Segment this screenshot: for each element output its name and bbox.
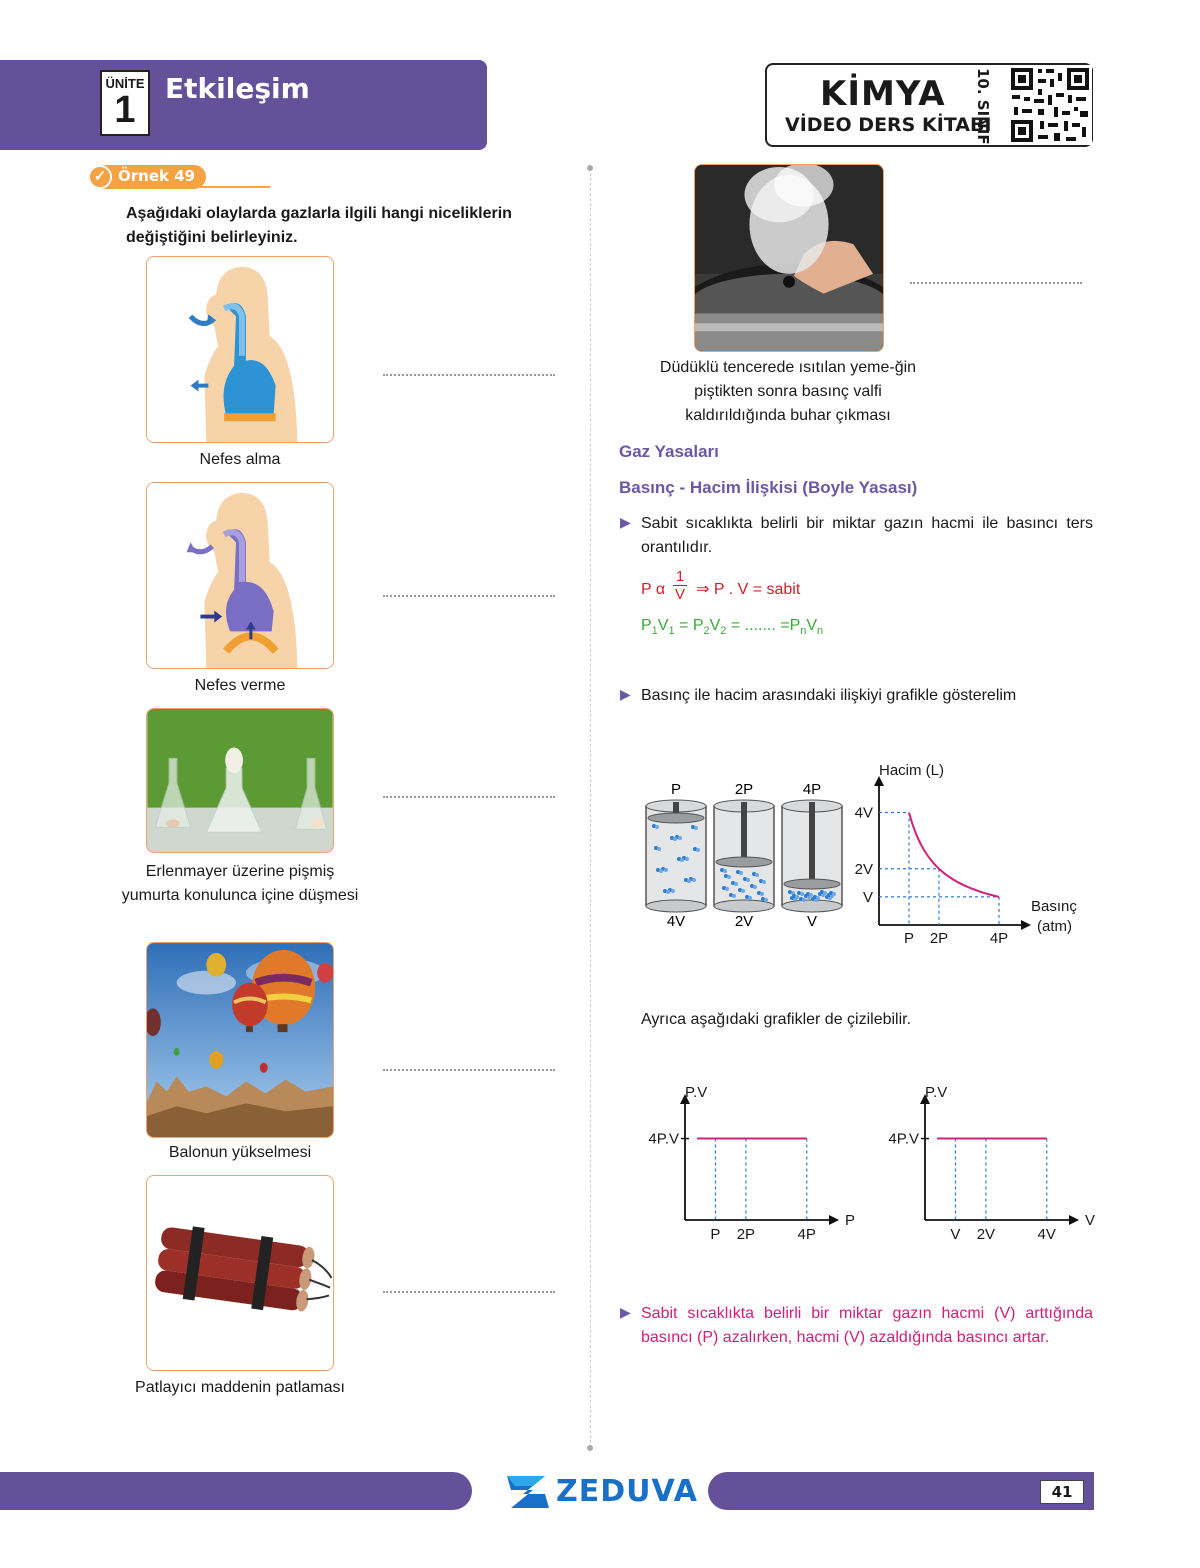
cylinder-volume-label: 2V [734, 913, 754, 930]
gas-molecule [762, 880, 766, 884]
example-label: Örnek 49 [118, 167, 196, 185]
brand-title: KİMYA [820, 74, 946, 114]
column-divider [590, 168, 591, 1448]
erlenmeyer-egg-image [146, 708, 334, 853]
x-axis-arrow-icon [1021, 920, 1031, 930]
x-axis-label: Basınç [1031, 898, 1077, 915]
cylinder-pressure-label: 2P [734, 781, 754, 798]
piston [784, 879, 840, 889]
gas-molecule [727, 875, 731, 879]
y-axis-label: P.V [925, 1084, 948, 1101]
gas-molecule [671, 889, 675, 893]
answer-blank-3[interactable] [383, 796, 555, 798]
divider-dot-bottom [587, 1445, 593, 1451]
cylinder-bottom [782, 900, 842, 912]
bullet-arrow-icon: ▶ [620, 514, 631, 530]
fraction-numerator: 1 [675, 568, 685, 585]
boyle-volume-pressure-chart [835, 755, 1090, 955]
cylinder-pressure-label: P [670, 781, 682, 798]
unit-badge [100, 70, 150, 136]
breathing-out-image [146, 482, 334, 669]
gas-molecule [816, 896, 820, 900]
piston-cylinders [636, 776, 858, 936]
y-tick-label: V [862, 888, 873, 906]
zeduva-logo-text: ZEDUVA [556, 1474, 698, 1509]
formula-boyle [641, 614, 823, 643]
gas-molecule [657, 847, 661, 851]
dynamite-image [146, 1175, 334, 1371]
bullet-inverse-relation: Sabit sıcaklıkta belirli bir miktar gazın hacmi ile basıncı ters orantılıdır. [641, 515, 1093, 556]
x-tick-label: 2P [929, 930, 949, 947]
piston-rod [741, 802, 747, 862]
gas-molecule [655, 825, 659, 829]
x-tick-label: 4P [989, 930, 1009, 947]
subsection-title: Basınç - Hacim İlişkisi (Boyle Yasası) [619, 478, 918, 497]
qr-code-icon[interactable] [1008, 65, 1092, 145]
cylinder-bottom [646, 900, 706, 912]
answer-blank-5[interactable] [383, 1291, 555, 1293]
caption-breathing-out: Nefes verme [194, 677, 286, 694]
gas-molecule [739, 871, 743, 875]
gas-molecule [732, 894, 736, 898]
x-axis-label: P [845, 1212, 856, 1229]
question-text: Aşağıdaki olaylarda gazlarla ilgili hangi niceliklerin değiştiğini belirleyiniz. [126, 205, 512, 246]
x-tick-label: P [710, 1226, 721, 1243]
gas-molecule [760, 892, 764, 896]
y-tick-label: 4P.V [648, 1130, 679, 1148]
bullet-arrow-icon: ▶ [620, 686, 631, 702]
caption-dynamite: Patlayıcı maddenin patlaması [135, 1379, 345, 1396]
formula-proportional-left: P α [641, 581, 666, 598]
caption-erlenmeyer: Erlenmayer üzerine pişmiş yumurta konulunca içine düşmesi [121, 863, 359, 904]
formula-fraction [673, 568, 687, 603]
y-tick-label: 4V [854, 804, 873, 822]
x-axis-label: V [1085, 1212, 1096, 1229]
x-tick-label: V [950, 1226, 961, 1243]
pv-vs-volume-chart [870, 1078, 1100, 1248]
brand-subtitle: VİDEO DERS KİTABI [785, 114, 992, 136]
x-tick-label: 4V [1037, 1226, 1056, 1243]
x-axis-arrow-icon [1069, 1215, 1079, 1225]
gas-molecule [725, 887, 729, 891]
unit-label: ÜNİTE [105, 76, 145, 91]
gas-molecule [753, 885, 757, 889]
gas-molecule [800, 892, 804, 896]
gas-molecule [692, 878, 696, 882]
caption-balloon: Balonun yükselmesi [168, 1144, 312, 1161]
gas-molecule [802, 898, 806, 902]
gas-molecule [734, 882, 738, 886]
cylinder-pressure-label: 4P [802, 781, 822, 798]
gas-molecule [823, 891, 827, 895]
gas-molecule [764, 898, 768, 902]
answer-blank-4[interactable] [383, 1069, 555, 1071]
pressure-cooker-image [694, 164, 884, 352]
gas-molecule [723, 869, 727, 873]
answer-blank-1[interactable] [383, 374, 555, 376]
divider-dot-top [587, 165, 593, 171]
gas-molecule [687, 879, 691, 883]
breathing-in-image [146, 256, 334, 443]
x-tick-label: 2V [976, 1226, 996, 1243]
check-icon: ✓ [88, 165, 112, 189]
bullet-conclusion: Sabit sıcaklıkta belirli bir miktar gazın hacmi (V) arttığında basıncı (P) azalırken, hacmi (V) azaldığında basıncı artar. [641, 1305, 1093, 1346]
cylinder-volume-label: V [806, 913, 818, 930]
x-tick-label: 4P [797, 1226, 816, 1243]
gas-molecule [694, 826, 698, 830]
x-axis-unit: (atm) [1037, 918, 1072, 935]
formula-boyle-text: $P_1V_1 = P_2V_2$ = ....... $=P_nV_n$ [641, 617, 824, 638]
badge-underline [200, 186, 270, 188]
x-tick-label: 2P [736, 1226, 756, 1243]
unit-number: 1 [114, 89, 136, 131]
also-charts-text: Ayrıca aşağıdaki grafikler de çizilebilir. [641, 1011, 912, 1028]
pv-vs-pressure-chart [630, 1078, 860, 1248]
y-tick-label: 2V [854, 860, 873, 878]
caption-breathing-in: Nefes alma [199, 451, 281, 468]
unit-title: Etkileşim [165, 72, 310, 105]
formula-pv-constant: ⇒ P . V = sabit [696, 581, 801, 598]
bullet-arrow-icon: ▶ [620, 1304, 631, 1320]
piston-rod [809, 802, 815, 884]
y-axis-label: P.V [685, 1084, 708, 1101]
gas-molecule [748, 896, 752, 900]
gas-molecule [746, 878, 750, 882]
footer-bar-right [708, 1472, 1094, 1510]
grade-text: 10. SINIF [974, 68, 992, 145]
cylinder-volume-label: 4V [666, 913, 686, 930]
gas-molecule [680, 858, 684, 862]
caption-pressure-cooker: Düdüklü tencerede ısıtılan yeme-ğin piştikten sonra basınç valfi kaldırıldığında buhar çıkması [659, 359, 917, 424]
answer-blank-2[interactable] [383, 595, 555, 597]
gas-molecule [673, 837, 677, 841]
y-tick-label: 4P.V [888, 1130, 919, 1148]
hot-air-balloons-image [146, 942, 334, 1138]
cylinder-bottom [714, 900, 774, 912]
x-axis-arrow-icon [829, 1215, 839, 1225]
fraction-denominator: V [674, 586, 685, 603]
bullet-graph-intro: Basınç ile hacim arasındaki ilişkiyi grafikle gösterelim [641, 687, 1017, 704]
gas-molecule [696, 848, 700, 852]
grade-label [968, 68, 994, 145]
gas-molecule [659, 869, 663, 873]
gas-molecule [678, 836, 682, 840]
y-axis-label: Hacim (L) [879, 762, 945, 779]
gas-molecule [685, 857, 689, 861]
answer-blank-6[interactable] [910, 282, 1082, 284]
piston [648, 813, 704, 823]
gas-molecule [666, 890, 670, 894]
gas-molecule [664, 868, 668, 872]
x-tick-label: P [903, 930, 915, 947]
gas-molecule [741, 889, 745, 893]
page-number: 41 [1040, 1480, 1084, 1504]
boyle-curve [909, 813, 999, 897]
piston [716, 857, 772, 867]
zeduva-logo-icon [505, 1472, 551, 1512]
gas-molecule [755, 873, 759, 877]
footer-bar-left [0, 1472, 472, 1510]
gas-molecule [809, 893, 813, 897]
section-title: Gaz Yasaları [619, 442, 719, 461]
gas-molecule [795, 895, 799, 899]
